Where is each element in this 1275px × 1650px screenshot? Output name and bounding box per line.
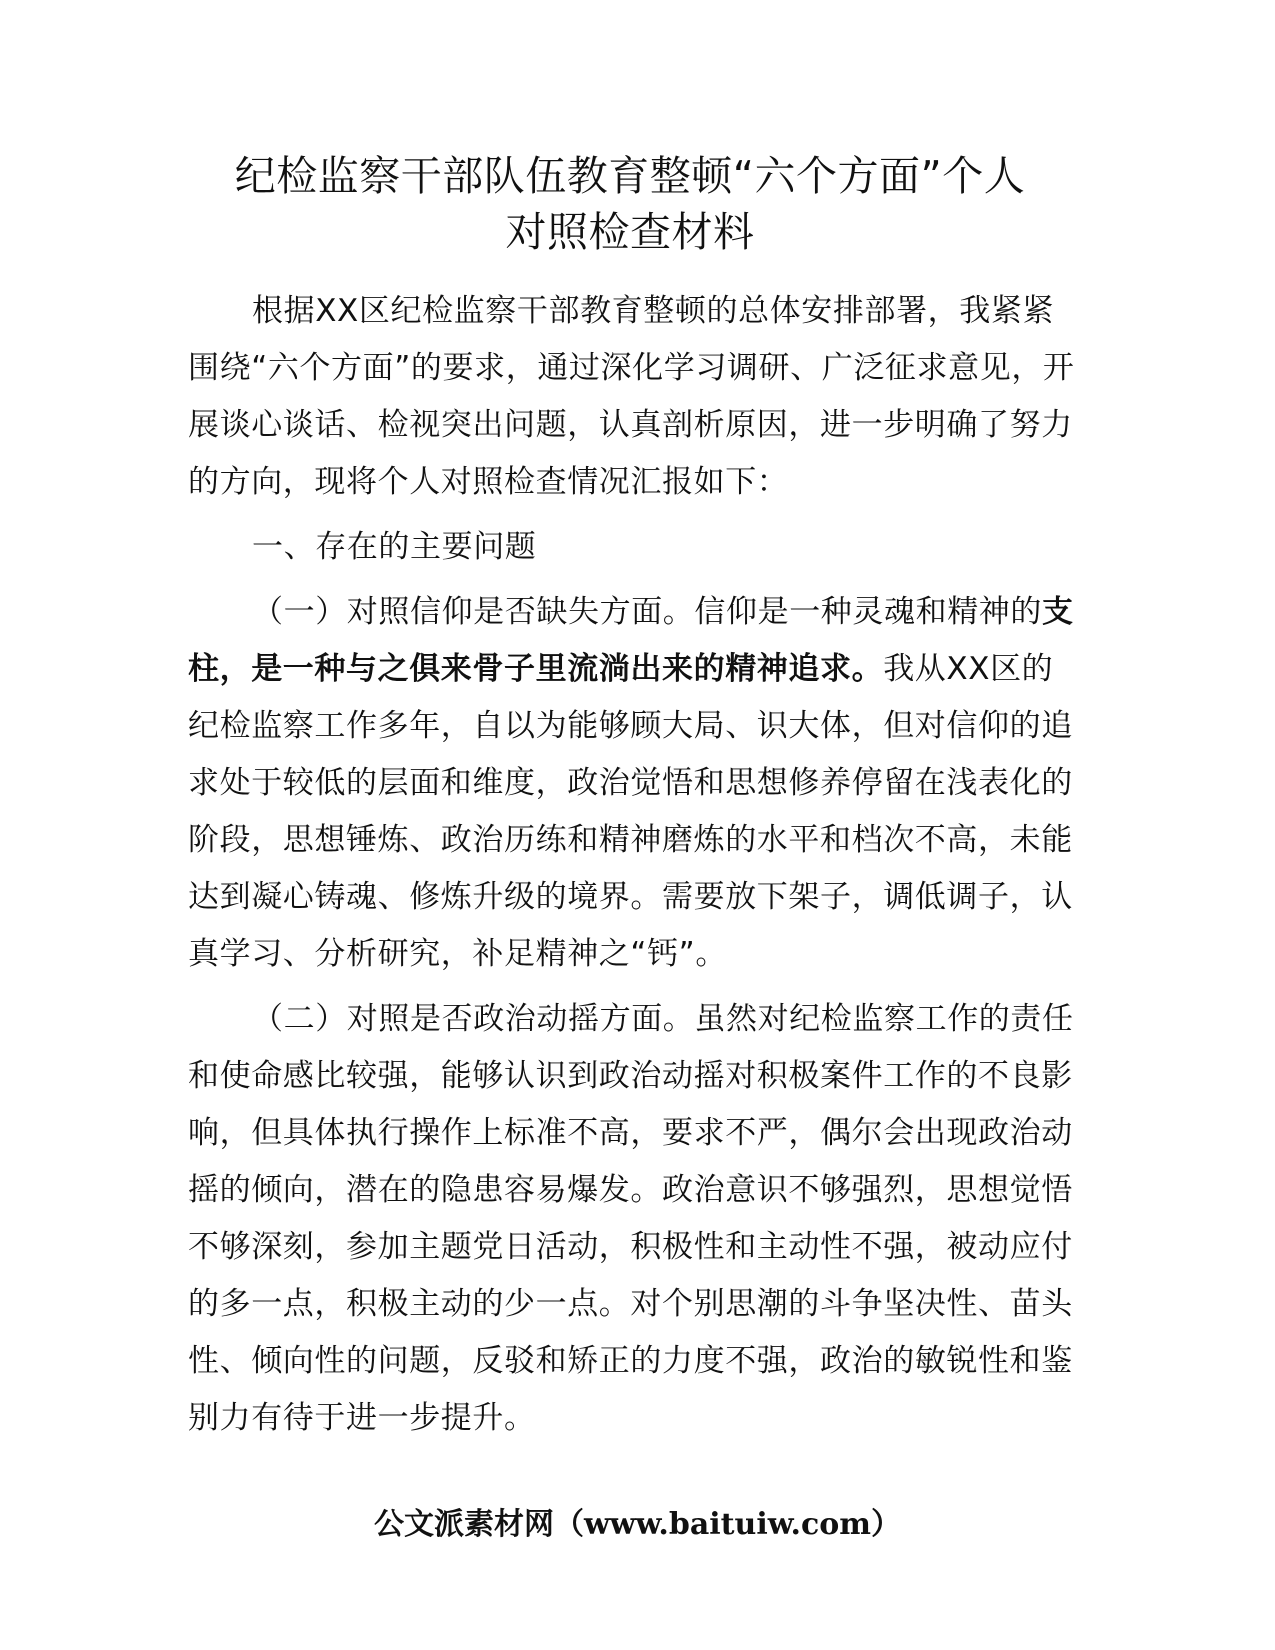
footer-watermark-text: 公文派素材网（www.baituiw.com） xyxy=(373,1507,902,1542)
document-title xyxy=(180,148,1080,260)
intro-paragraph: 根据XX区纪检监察干部教育整顿的总体安排部署，我紧紧围绕“六个方面”的要求，通过深化学习调研、广泛征求意见，开展谈心谈话、检视突出问题，认真剖析原因，进一步明确了努力的方向，现将个人对照检查情况汇报如下： xyxy=(188,293,1075,500)
title-line-2: 对照检查材料 xyxy=(505,208,755,256)
item-1-lead: （一）对照信仰是否缺失方面。信仰是一种灵魂和精神的 xyxy=(252,594,1042,630)
item-1-rest: 我从XX区的纪检监察工作多年，自以为能够顾大局、识大体，但对信仰的追求处于较低的层面和维度，政治觉悟和思想修养停留在浅表化的阶段，思想锤炼、政治历练和精神磨炼的水平和档次不高，未能达到凝心铸魂、修炼升级的境界。需要放下架子，调低调子，认真学习、分析研究，补足精神之“钙”。 xyxy=(188,651,1073,972)
document-body xyxy=(188,283,1083,1447)
item-2-paragraph: （二）对照是否政治动摇方面。虽然对纪检监察工作的责任和使命感比较强，能够认识到政治动摇对积极案件工作的不良影响，但具体执行操作上标准不高，要求不严，偶尔会出现政治动摇的倾向，潜在的隐患容易爆发。政治意识不够强烈，思想觉悟不够深刻，参加主题党日活动，积极性和主动性不强，被动应付的多一点，积极主动的少一点。对个别思潮的斗争坚决性、苗头性、倾向性的问题，反驳和矫正的力度不强，政治的敏锐性和鉴别力有待于进一步提升。 xyxy=(188,1001,1074,1436)
item-1-paragraph xyxy=(188,584,1083,983)
item-1-bold-text: 支柱，是一种与之俱来骨子里流淌出来的精神追求。 xyxy=(188,594,1074,687)
section-heading-main-problems: 一、存在的主要问题 xyxy=(252,529,537,565)
title-line-1: 纪检监察干部队伍教育整顿“六个方面”个人 xyxy=(234,152,1026,200)
